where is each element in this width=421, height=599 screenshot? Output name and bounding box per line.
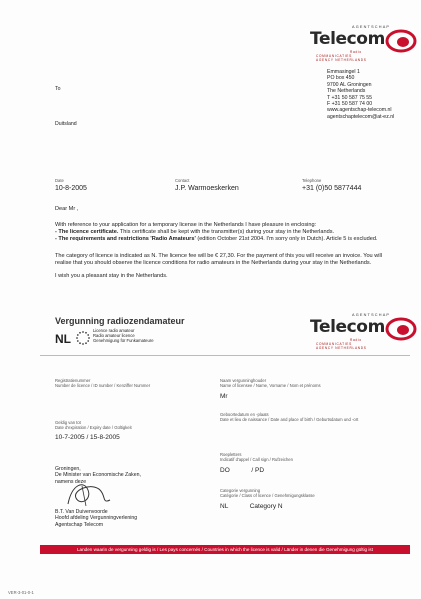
sender-address bbox=[327, 69, 419, 120]
signer-name: B.T. Van Duivenvoorde bbox=[55, 509, 108, 515]
logo-sub2: COMMUNICATIES bbox=[316, 54, 352, 58]
birth-sub: Date et lieu de naissance / Date and place of birth / Geburtsdatum und -ort bbox=[220, 417, 359, 422]
licence-nl: NL bbox=[55, 332, 71, 346]
birth-label: Geboortedatum en -plaats bbox=[220, 412, 269, 417]
category-value-b: Category N bbox=[249, 503, 283, 510]
logo-agentschap: AGENTSCHAP bbox=[352, 25, 391, 29]
category-sub: Catégorie / Class of licence / Genehmigungsklasse bbox=[220, 493, 315, 498]
recipient-country: Duitsland bbox=[55, 121, 77, 127]
salutation: Dear Mr , bbox=[55, 206, 79, 212]
callsign-value bbox=[220, 467, 410, 474]
issuer-namens: namens deze bbox=[55, 478, 87, 485]
letter-body bbox=[55, 222, 385, 280]
countries-footer-bar: Landen waarin de vergunning geldig is / Les pays concernés / Countries in which the licence is valid / Länder in denen die Genehmigung gültig ist bbox=[40, 545, 410, 554]
address-email: agentschaptelecom@at-ez.nl bbox=[327, 113, 395, 120]
category-value-a: NL bbox=[220, 503, 229, 510]
to-label: To bbox=[55, 86, 61, 92]
category-paragraph: The category of licence is indicated as N. The licence fee will be € 27,30. For the payment of this you will receive an invoice. You will realise that you should observe the licence conditions for radio amateurs in the Netherlands during your stay in the Netherlands. bbox=[55, 253, 382, 266]
contact-label: Contact bbox=[175, 178, 190, 183]
intro-text: With reference to your application for a temporary license in the Netherlands I have pleasure in enclosing: bbox=[55, 222, 317, 228]
signer-org: Agentschap Telecom bbox=[55, 521, 104, 528]
validity-field bbox=[55, 420, 205, 441]
callsign-value-b: / PD bbox=[251, 467, 265, 474]
logo-agentschap: AGENTSCHAP bbox=[352, 313, 391, 317]
signer-title: Hoofd afdeling Vergunningverlening bbox=[55, 515, 138, 522]
telephone-value: +31 (0)50 5877444 bbox=[302, 185, 362, 192]
callsign-sub: Indicatif d'appel / Call sign / Rufzeichen bbox=[220, 457, 293, 462]
registration-sub: Number de licence / ID number / Kenziffer Nummer bbox=[55, 383, 151, 388]
validity-value: 10-7-2005 / 15-8-2005 bbox=[55, 434, 120, 441]
licence-desc bbox=[93, 328, 154, 344]
registration-label: Registratienummer bbox=[55, 378, 91, 383]
logo-swirl-icon bbox=[384, 28, 418, 54]
date-value: 10-8-2005 bbox=[55, 185, 87, 192]
name-label: Naam vergunninghouder bbox=[220, 378, 267, 383]
licence-title: Vergunning radiozendamateur bbox=[55, 316, 185, 326]
address-po-box: PO box 450 bbox=[327, 75, 355, 82]
telecom-logo-top bbox=[310, 24, 420, 70]
name-value: Mr bbox=[220, 393, 228, 400]
logo-swirl-icon bbox=[384, 316, 418, 342]
name-field bbox=[220, 378, 410, 400]
licence-separator bbox=[40, 355, 410, 356]
telecom-logo-bottom bbox=[310, 312, 420, 358]
issuer-minister: De Minister van Economische Zaken, bbox=[55, 472, 141, 479]
eu-stars-icon bbox=[75, 330, 91, 346]
item-licence bbox=[55, 229, 385, 236]
contact-value: J.P. Warmoeskerken bbox=[175, 185, 239, 192]
callsign-value-a: DO bbox=[220, 467, 230, 474]
item-requirements-bold: - The requirements and restrictions 'Radio Amateurs' bbox=[55, 236, 196, 242]
signer-block bbox=[55, 509, 205, 528]
logo-sub3: AGENCY NETHERLANDS bbox=[316, 346, 367, 350]
address-fax: F +31 50 587 74 00 bbox=[327, 101, 373, 108]
address-web: www.agentschap-telecom.nl bbox=[327, 107, 392, 114]
validity-sub: Date d'expiration / Expiry date / Gültigkeit bbox=[55, 425, 132, 430]
issuer-city: Groningen, bbox=[55, 466, 81, 472]
logo-sub1: Radio bbox=[350, 338, 362, 342]
logo-sub1: Radio bbox=[350, 50, 362, 54]
item-licence-rest: This certificate shall be kept with the transmitter(s) during your stay in the Netherlands. bbox=[118, 229, 335, 235]
address-country: The Netherlands bbox=[327, 88, 366, 95]
licence-desc-1: Licence radio amateur bbox=[93, 328, 135, 333]
callsign-label: Roepletters bbox=[220, 452, 242, 457]
item-requirements-rest: (edition October 21st 2004. I'm sorry only in Dutch). Article 5 is excluded. bbox=[195, 236, 378, 242]
category-field bbox=[220, 488, 410, 510]
callsign-field bbox=[220, 452, 410, 474]
address-street: Emmasingel 1 bbox=[327, 69, 360, 75]
birth-field bbox=[220, 412, 410, 422]
category-label: Categorie vergunning bbox=[220, 488, 261, 493]
signature-icon bbox=[62, 478, 117, 510]
date-label: Date bbox=[55, 178, 64, 183]
licence-desc-3: Genehmigung für Funkamateure bbox=[93, 338, 154, 344]
address-city: 9700 AL Groningen bbox=[327, 81, 372, 88]
validity-label: Geldig van tot bbox=[55, 420, 81, 425]
wish-text: I wish you a pleasant stay in the Netherlands. bbox=[55, 273, 168, 279]
registration-field bbox=[55, 378, 205, 388]
logo-telecom: Telecom bbox=[310, 317, 385, 337]
telephone-label: Telephone bbox=[302, 178, 322, 183]
item-requirements bbox=[55, 236, 385, 243]
logo-sub2: COMMUNICATIES bbox=[316, 342, 352, 346]
logo-sub3: AGENCY NETHERLANDS bbox=[316, 58, 367, 62]
name-sub: Name of licensee / Name, Vorname / Nom et prénoms bbox=[220, 383, 321, 388]
address-tel: T +31 50 587 75 55 bbox=[327, 94, 373, 101]
form-code: VER-3-01-0-1 bbox=[8, 590, 34, 595]
category-value bbox=[220, 503, 410, 510]
logo-telecom: Telecom bbox=[310, 29, 385, 49]
licence-desc-2: Radio amateur licence bbox=[93, 333, 135, 339]
item-licence-bold: - The licence certificate. bbox=[55, 229, 119, 235]
